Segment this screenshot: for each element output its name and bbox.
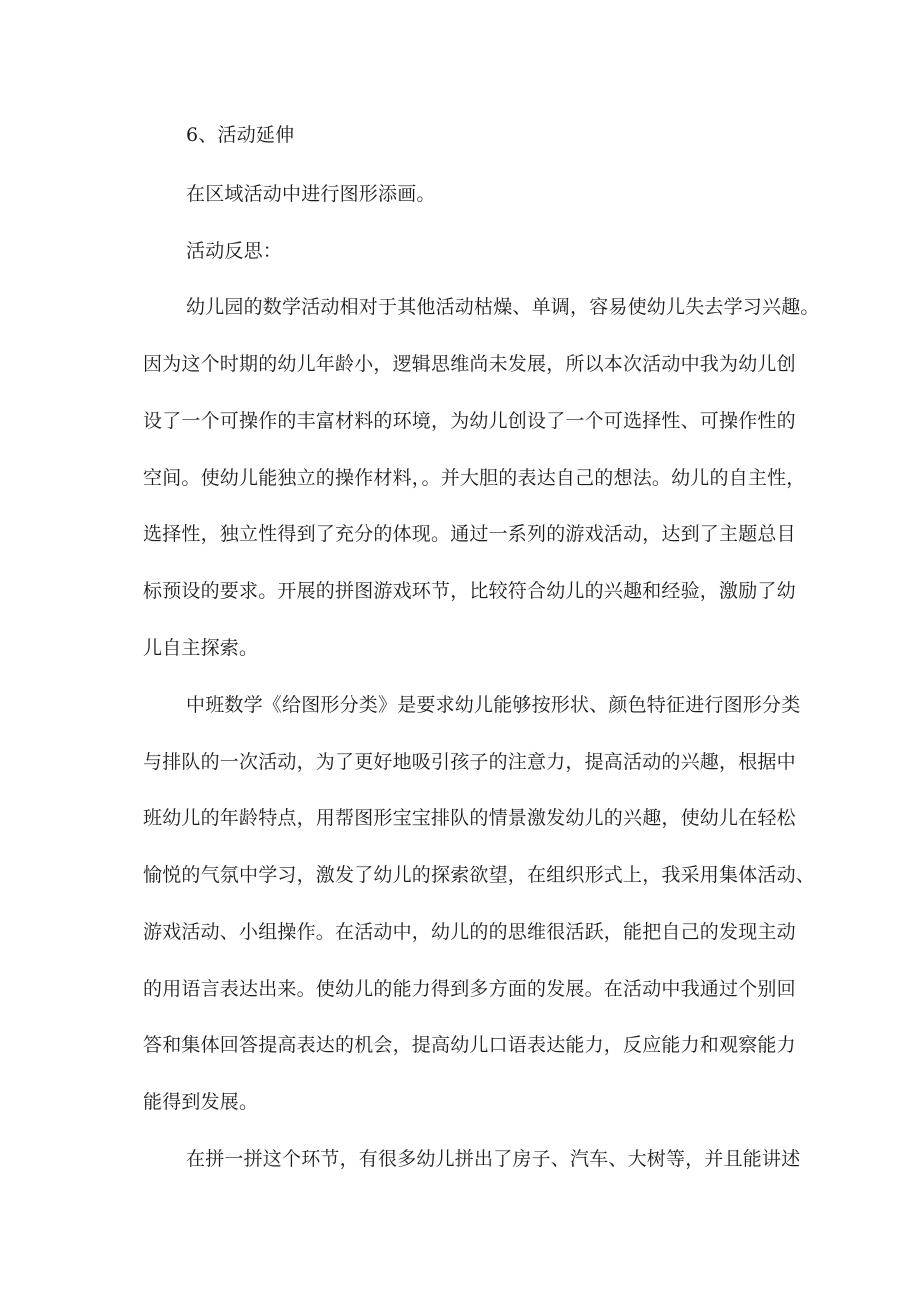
reflection-heading-text: 活动反思： [186, 240, 283, 262]
paragraph-3-line [0, 1147, 920, 1171]
paragraph-2-line [0, 920, 920, 944]
extension-text [0, 182, 920, 206]
paragraph-1-line-text: 儿自主探索。 [143, 637, 259, 659]
paragraph-1-line-text: 因为这个时期的幼儿年龄小，逻辑思维尚未发展，所以本次活动中我为幼儿创 [143, 353, 796, 375]
paragraph-2-line [0, 750, 920, 774]
paragraph-1-line-text: 选择性，独立性得到了充分的体现。通过一系列的游戏活动，达到了主题总目 [143, 523, 796, 545]
section-heading [0, 123, 920, 147]
paragraph-3-line-text: 在拼一拼这个环节，有很多幼儿拼出了房子、汽车、大树等，并且能讲述 [186, 1148, 801, 1170]
paragraph-2-line [0, 806, 920, 830]
paragraph-1-line-text: 幼儿园的数学活动相对于其他活动枯燥、单调，容易使幼儿失去学习兴趣。 [186, 296, 820, 318]
paragraph-2-line-text: 班幼儿的年龄特点，用帮图形宝宝排队的情景激发幼儿的兴趣，使幼儿在轻松 [143, 807, 796, 829]
paragraph-2-line-text: 愉悦的气氛中学习，激发了幼儿的探索欲望，在组织形式上，我采用集体活动、 [143, 864, 816, 886]
paragraph-1-line-text: 空间。使幼儿能独立的操作材料，。并大胆的表达自己的想法。幼儿的自主性， [143, 467, 806, 489]
paragraph-2-line [0, 1033, 920, 1057]
paragraph-2-line-text: 中班数学《给图形分类》是要求幼儿能够按形状、颜色特征进行图形分类 [186, 694, 801, 716]
paragraph-2-line [0, 1090, 920, 1114]
paragraph-2-line-text: 答和集体回答提高表达的机会，提高幼儿口语表达能力，反应能力和观察能力 [143, 1034, 796, 1056]
paragraph-2-line [0, 977, 920, 1001]
paragraph-1-line [0, 295, 920, 319]
extension-text-content: 在区域活动中进行图形添画。 [186, 183, 436, 205]
paragraph-1-line [0, 579, 920, 603]
paragraph-2-line [0, 693, 920, 717]
reflection-heading [0, 239, 920, 263]
paragraph-2-line-text: 能得到发展。 [143, 1091, 259, 1113]
paragraph-2-line-text: 的用语言表达出来。使幼儿的能力得到多方面的发展。在活动中我通过个别回 [143, 978, 796, 1000]
paragraph-1-line [0, 522, 920, 546]
paragraph-1-line [0, 409, 920, 433]
paragraph-1-line-text: 设了一个可操作的丰富材料的环境，为幼儿创设了一个可选择性、可操作性的 [143, 410, 796, 432]
paragraph-2-line-text: 与排队的一次活动，为了更好地吸引孩子的注意力，提高活动的兴趣，根据中 [143, 751, 796, 773]
paragraph-2-line-text: 游戏活动、小组操作。在活动中，幼儿的的思维很活跃，能把自己的发现主动 [143, 921, 796, 943]
paragraph-1-line-text: 标预设的要求。开展的拼图游戏环节，比较符合幼儿的兴趣和经验，激励了幼 [143, 580, 796, 602]
paragraph-2-line [0, 863, 920, 887]
section-heading-text: 6、活动延伸 [186, 124, 295, 146]
paragraph-1-line [0, 352, 920, 376]
paragraph-1-line [0, 636, 920, 660]
paragraph-1-line [0, 466, 920, 490]
